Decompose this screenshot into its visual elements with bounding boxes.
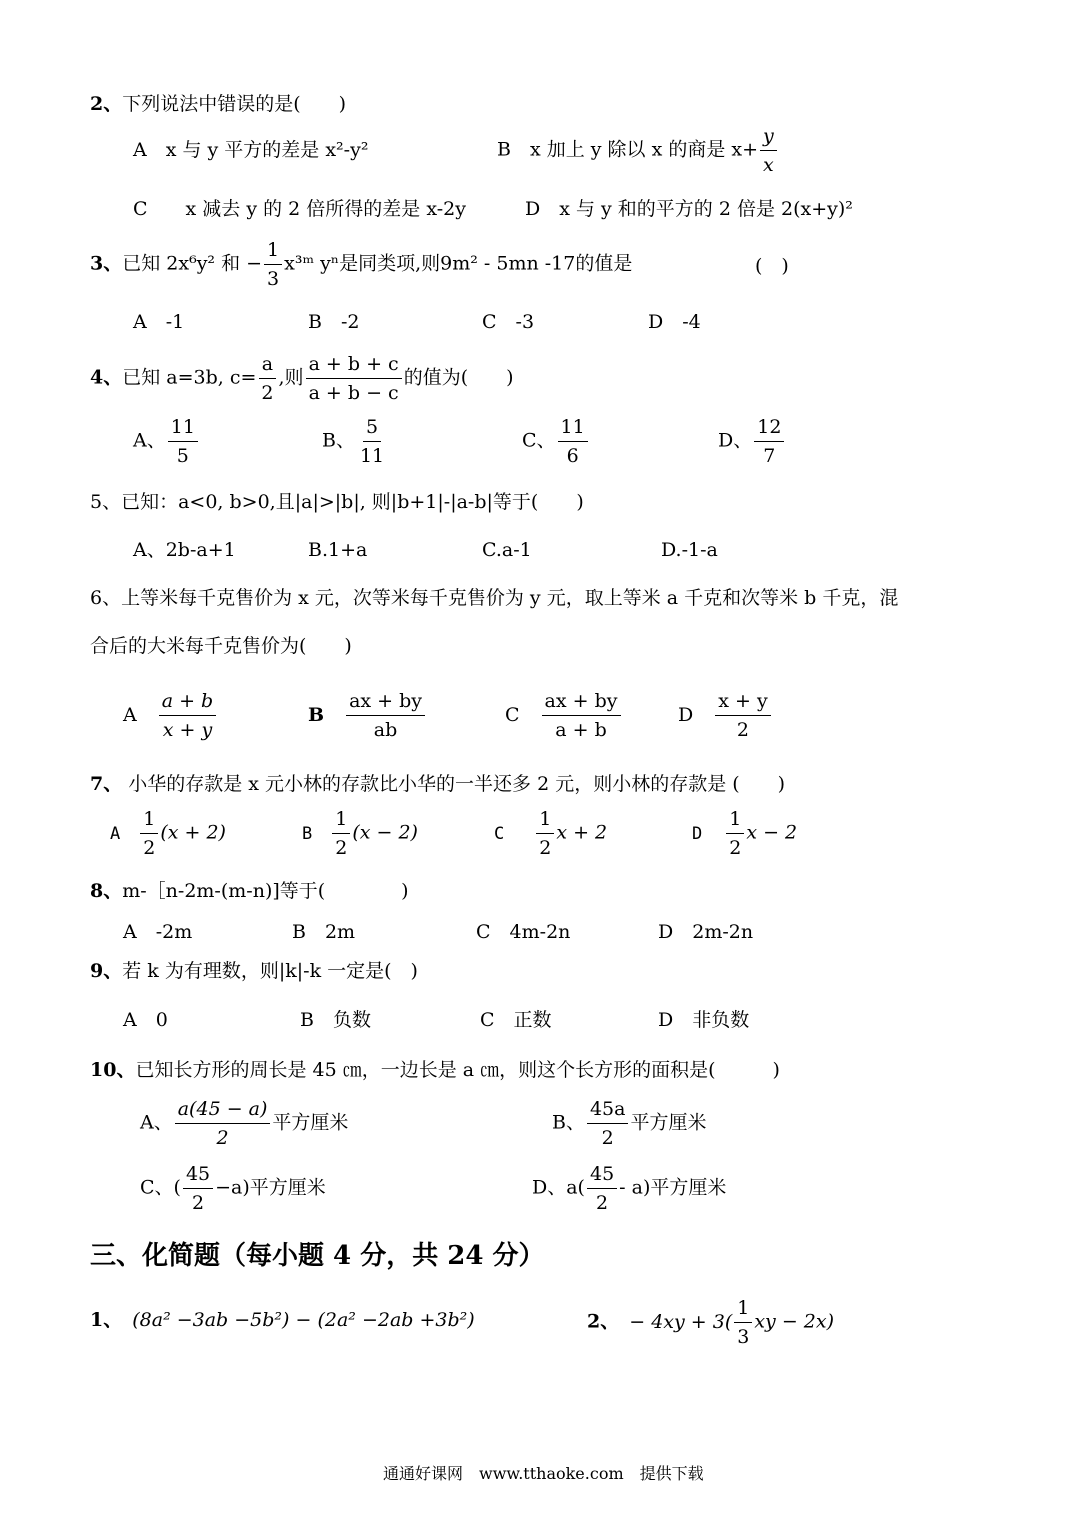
denominator: x + y: [162, 719, 213, 741]
fraction: [587, 1097, 629, 1150]
question-text-pre: 已知 a=3b, c=: [122, 366, 257, 389]
denominator: 2: [729, 837, 742, 859]
numerator: 11: [558, 415, 588, 442]
question-10: [90, 1058, 780, 1082]
option-b: B 负数: [300, 1009, 371, 1031]
option-d: [678, 689, 773, 742]
numerator: y: [760, 124, 777, 151]
fraction: [159, 689, 217, 742]
question-text: 小华的存款是 x 元小林的存款比小华的一半还多 2 元，则小林的存款是 ( ): [128, 773, 786, 795]
numerator: 45a: [587, 1097, 629, 1124]
option-label: B: [308, 703, 325, 726]
question-text: 若 k 为有理数，则|k|-k 一定是( ): [122, 960, 418, 982]
option-expression: x + 2: [556, 821, 608, 844]
question-text: 已知长方形的周长是 45 ㎝，一边长是 a ㎝，则这个长方形的面积是( ): [135, 1059, 780, 1081]
problem-expression: (8a² −3ab −5b²) − (2a² −2ab +3b²): [132, 1309, 475, 1331]
numerator: 11: [168, 415, 198, 442]
option-unit: 平方厘米: [272, 1111, 349, 1134]
fraction: [754, 415, 784, 468]
denominator: 3: [737, 1326, 750, 1348]
denominator: 2: [539, 837, 552, 859]
denominator: 2: [143, 837, 156, 859]
denominator: x: [763, 154, 774, 176]
problem-number: 1、: [90, 1309, 123, 1331]
denominator: 2: [192, 1192, 205, 1214]
option-a: A x 与 y 平方的差是 x²-y²: [133, 139, 369, 161]
option-a: [133, 415, 200, 468]
question-text-mid: ,则: [278, 366, 304, 389]
option-a: [140, 1097, 348, 1150]
option-c: C 4m-2n: [476, 921, 571, 943]
answer-paren: ( ): [755, 255, 789, 277]
option-c: [522, 415, 590, 468]
option-b: [308, 689, 427, 742]
denominator: a + b: [555, 719, 607, 741]
numerator: a: [259, 352, 276, 379]
option-a: [110, 807, 226, 860]
option-label: D: [692, 823, 703, 844]
option-b: B 2m: [292, 921, 356, 943]
footer-text: 通通好课网 www.tthaoke.com 提供下载: [383, 1464, 704, 1483]
option-unit: −a)平方厘米: [215, 1176, 326, 1199]
numerator: x + y: [715, 689, 770, 716]
fraction: [175, 1097, 271, 1150]
simplify-problem-2: [587, 1296, 834, 1349]
option-d: [718, 415, 786, 468]
option-b: [302, 807, 418, 860]
denominator: 6: [566, 445, 579, 467]
question-number: 3、: [90, 252, 123, 275]
fraction: [587, 1162, 617, 1215]
option-label: B、: [322, 429, 355, 452]
option-label: A、: [140, 1111, 173, 1134]
question-number: 2、: [90, 93, 123, 115]
option-unit: - a)平方厘米: [619, 1176, 727, 1199]
numerator: 5: [363, 415, 381, 442]
question-text: 下列说法中错误的是( ): [122, 93, 347, 115]
numerator: 1: [726, 807, 744, 834]
numerator: 1: [140, 807, 158, 834]
option-d: [532, 1162, 726, 1215]
question-3: [90, 238, 632, 291]
denominator: ab: [373, 719, 398, 741]
numerator: 1: [264, 238, 282, 265]
option-label: B: [302, 823, 313, 844]
denominator: 11: [359, 445, 385, 467]
option-label: C: [494, 823, 505, 844]
simplify-problem-1: [90, 1308, 475, 1332]
option-b-text: B x 加上 y 除以 x 的商是 x+: [497, 138, 758, 161]
fraction: [726, 807, 744, 860]
option-expression: x − 2: [746, 821, 798, 844]
fraction: [542, 689, 621, 742]
option-label: D、: [718, 429, 753, 452]
question-6-line-2: 合后的大米每千克售价为( ): [90, 635, 352, 657]
question-number: 7、: [90, 773, 123, 795]
option-label: D、a(: [532, 1176, 585, 1199]
option-label: C: [505, 703, 520, 726]
numerator: 45: [183, 1162, 213, 1189]
question-4: [90, 352, 514, 405]
option-label: A: [110, 823, 121, 844]
problem-number: 2、: [587, 1310, 620, 1333]
option-label: A、: [133, 429, 166, 452]
option-d: D 2m-2n: [658, 921, 754, 943]
option-d: D 非负数: [658, 1009, 750, 1031]
option-c: C -3: [482, 311, 535, 333]
option-label: A: [123, 703, 137, 726]
fraction: [357, 415, 387, 468]
denominator: 2: [261, 382, 274, 404]
numerator: a + b + c: [306, 352, 402, 379]
fraction-c: [258, 352, 276, 405]
question-text-pre: 已知 2x⁶y² 和 −: [122, 252, 263, 275]
problem-expression-post: xy − 2x): [754, 1310, 834, 1333]
fraction: [168, 415, 198, 468]
denominator: a + b − c: [308, 382, 399, 404]
section-heading: 三、化简题（每小题 4 分，共 24 分）: [90, 1241, 545, 1271]
option-d: D x 与 y 和的平方的 2 倍是 2(x+y)²: [525, 198, 853, 220]
fraction: [346, 689, 425, 742]
option-b: B.1+a: [308, 539, 368, 561]
option-b: [322, 415, 389, 468]
question-number: 4、: [90, 366, 123, 389]
fraction: [183, 1162, 213, 1215]
option-a: A 0: [123, 1009, 168, 1031]
fraction: [140, 807, 158, 860]
denominator: 3: [267, 268, 280, 290]
question-2: [90, 92, 346, 116]
question-number: 9、: [90, 960, 123, 982]
option-a: A -1: [133, 311, 185, 333]
option-expression: (x + 2): [160, 821, 226, 844]
denominator: 2: [601, 1127, 614, 1149]
option-a: A、2b-a+1: [133, 539, 236, 561]
option-d: D -4: [648, 311, 701, 333]
numerator: 45: [587, 1162, 617, 1189]
fraction: [715, 689, 770, 742]
option-c: C.a-1: [482, 539, 532, 561]
numerator: 1: [332, 807, 350, 834]
numerator: 12: [754, 415, 784, 442]
question-8: [90, 879, 409, 903]
numerator: ax + by: [542, 689, 621, 716]
option-c: [494, 807, 607, 860]
numerator: ax + by: [346, 689, 425, 716]
option-b: B -2: [308, 311, 360, 333]
fraction: [760, 124, 777, 177]
fraction: [536, 807, 554, 860]
question-text: m-［n-2m-(m-n)]等于( ): [122, 880, 409, 902]
option-a: [123, 689, 218, 742]
option-a: A -2m: [123, 921, 193, 943]
fraction: [332, 807, 350, 860]
question-number: 10、: [90, 1059, 136, 1081]
option-c: C 正数: [480, 1009, 552, 1031]
option-b: [552, 1097, 707, 1150]
option-b: [497, 124, 779, 177]
numerator: a(45 − a): [175, 1097, 271, 1124]
option-c: [505, 689, 623, 742]
denominator: 2: [335, 837, 348, 859]
question-7: [90, 772, 785, 796]
denominator: 7: [763, 445, 776, 467]
question-9: [90, 959, 418, 983]
question-text-post: 的值为( ): [403, 366, 514, 389]
fraction: [734, 1296, 752, 1349]
option-c: [140, 1162, 326, 1215]
option-d: D.-1-a: [661, 539, 718, 561]
option-expression: (x − 2): [352, 821, 418, 844]
numerator: a + b: [159, 689, 217, 716]
question-number: 8、: [90, 880, 123, 902]
denominator: 2: [596, 1192, 609, 1214]
fraction: [558, 415, 588, 468]
question-6-line-1: 6、上等米每千克售价为 x 元，次等米每千克售价为 y 元，取上等米 a 千克和次等米 b 千克，混: [90, 587, 899, 609]
problem-expression-pre: − 4xy + 3(: [629, 1310, 733, 1333]
option-d: [692, 807, 797, 860]
denominator: 2: [216, 1127, 229, 1149]
fraction-expression: [306, 352, 402, 405]
denominator: 2: [736, 719, 749, 741]
option-label: D: [678, 703, 694, 726]
denominator: 5: [176, 445, 189, 467]
option-c: C x 减去 y 的 2 倍所得的差是 x-2y: [133, 198, 466, 220]
question-5: 5、已知：a<0, b>0,且|a|>|b|, 则|b+1|-|a-b|等于( ): [90, 491, 584, 513]
fraction: [264, 238, 282, 291]
option-label: C、: [522, 429, 556, 452]
option-label: B、: [552, 1111, 585, 1134]
option-label: C、(: [140, 1176, 181, 1199]
numerator: 1: [536, 807, 554, 834]
numerator: 1: [734, 1296, 752, 1323]
option-unit: 平方厘米: [630, 1111, 707, 1134]
question-text-post: x³ᵐ yⁿ是同类项,则9m² - 5mn -17的值是: [284, 252, 633, 275]
